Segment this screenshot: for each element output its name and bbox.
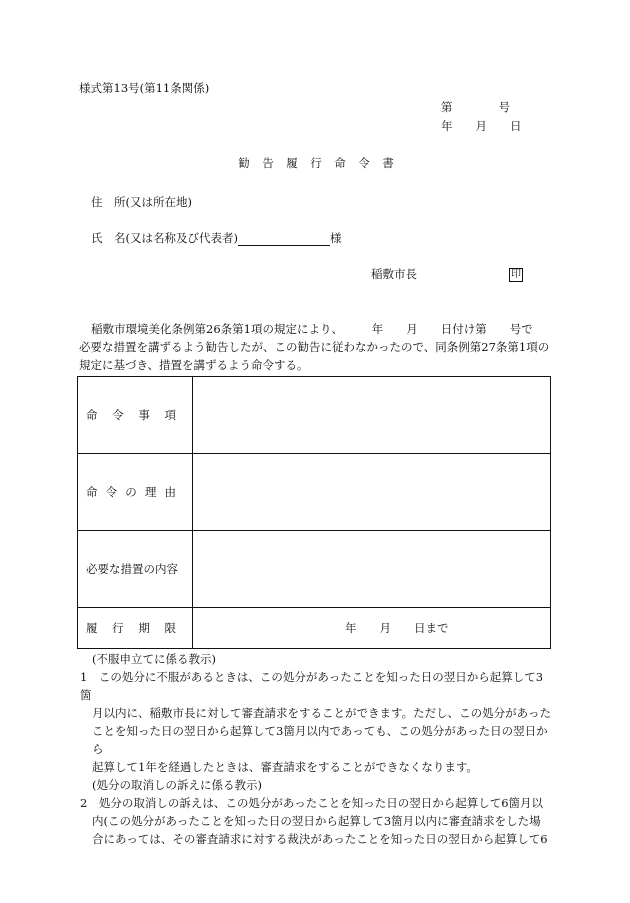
notes-line: 内(この処分があったことを知った日の翌日から起算して3箇月以内に審査請求をした場 (92, 814, 541, 828)
title-char: 履 (286, 156, 298, 170)
address-label: 住 所(又は所在地) (91, 195, 192, 209)
order-table (77, 376, 551, 649)
honorific: 様 (329, 231, 342, 245)
row-label-measures: 必要な措置の内容 (78, 531, 193, 608)
title-char: 命 (334, 156, 346, 170)
table-row (78, 454, 551, 531)
notes-line: 合にあっては、その審査請求に対する裁決があったことを知った日の翌日から起算して6 (92, 832, 548, 846)
document-date: 年 月 日 (441, 119, 522, 133)
table-row (78, 531, 551, 608)
table-row (78, 377, 551, 454)
name-underline (238, 233, 330, 246)
title-char: 行 (310, 156, 322, 170)
measures-cell (193, 531, 551, 608)
notes-heading: (処分の取消しの訴えに係る教示) (92, 778, 262, 792)
document-number: 第 号 (441, 100, 510, 114)
notes-line: 月以内に、稲敷市長に対して審査請求をすることができます。ただし、この処分があった (92, 706, 551, 720)
order-body (79, 320, 554, 374)
title-char: 告 (262, 156, 274, 170)
name-line (91, 230, 341, 246)
row-label-order-reason: 命 令 の 理 由 (78, 454, 193, 531)
notes-line: 2 処分の取消しの訴えは、この処分があったことを知った日の翌日から起算して6箇月以 (80, 796, 544, 810)
seal-icon: 印 (511, 269, 521, 280)
title-char: 令 (358, 156, 370, 170)
form-number: 様式第13号(第11条関係) (79, 81, 210, 95)
issuer: 稲敷市長 (371, 267, 417, 281)
document-title (232, 155, 400, 171)
notes-heading: (不服申立てに係る教示) (92, 652, 216, 666)
notes-section (80, 650, 554, 848)
table-row (78, 608, 551, 649)
name-label: 氏 名(又は名称及び代表者) (91, 231, 238, 245)
body-line: 必要な措置を講ずるよう勧告したが、この勧告に従わなかったので、同条例第27条第1項の (79, 340, 550, 354)
title-char: 書 (382, 156, 394, 170)
body-line: 規定に基づき、措置を講ずるよう命令する。 (79, 358, 309, 372)
body-line: 稲敷市環境美化条例第26条第1項の規定により、 年 月 日付け第 号で (91, 322, 533, 336)
row-label-order-item: 命 令 事 項 (78, 377, 193, 454)
order-reason-cell (193, 454, 551, 531)
seal-mark (509, 266, 523, 282)
notes-line: 起算して1年を経過したときは、審査請求をすることができなくなります。 (92, 760, 478, 774)
row-label-deadline: 履 行 期 限 (78, 608, 193, 649)
deadline-cell: 年 月 日まで (193, 608, 551, 649)
notes-line: 1 この処分に不服があるときは、この処分があったことを知った日の翌日から起算して3箇 (80, 670, 544, 702)
notes-line: ことを知った日の翌日から起算して3箇月以内であっても、この処分があった日の翌日から (92, 724, 548, 756)
order-item-cell (193, 377, 551, 454)
title-char: 勧 (238, 156, 250, 170)
